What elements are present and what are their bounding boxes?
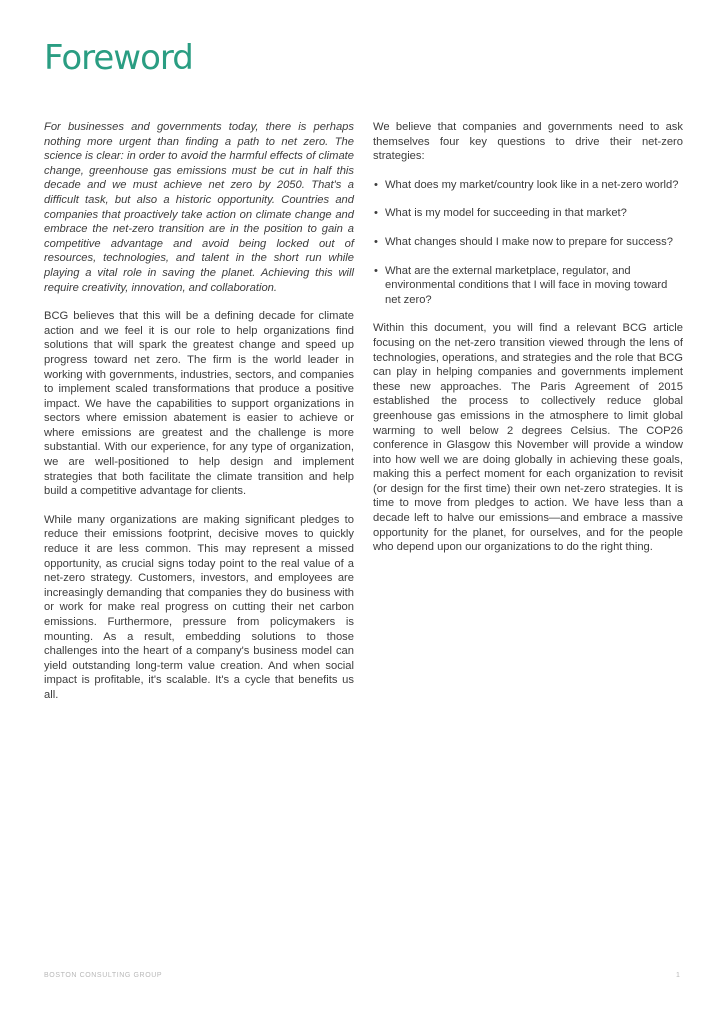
- key-questions-list: [373, 178, 683, 308]
- closing-paragraph: Within this document, you will find a relevant BCG article focusing on the net-zero transition viewed through the lens of technologies, operations, and strategies and the role that BCG can play in helping companies and governments implement these new approaches. The Paris Agreement of 2015 established the process to collectively reduce global greenhouse gas emissions in the atmosphere to limit global warming to well below 2 degrees Celsius. The COP26 conference in Glasgow this November will provide a window into how well we are doing globally in achieving these goals, making this a perfect moment for each organization to revisit (or design for the first time) their own net-zero strategies. It is time to move from pledges to action. We have less than a decade left to halve our emissions—and embrace a massive opportunity for the planet, for ourselves, and for the people who depend upon our organizations to do the right thing.: [373, 322, 683, 554]
- left-column: [44, 120, 354, 717]
- bullet-icon: •: [374, 178, 378, 191]
- lead-paragraph: For businesses and governments today, there is perhaps nothing more urgent than finding a path to net zero. The science is clear: in order to avoid the harmful effects of climate change, greenhouse gas emissions must be cut in half this decade and we must achieve net zero by 2050. That's a difficult task, but also a historic opportunity. Countries and companies that proactively take action on climate change and embrace the net-zero transition are in the position to gain a competitive advantage and avoid being locked out of resources, technologies, and talent in the short run while playing a vital role in saving the planet. Achieving this will require creativity, innovation, and collaboration.: [44, 121, 354, 294]
- question-text: What changes should I make now to prepare for success?: [385, 235, 673, 248]
- page-title: Foreword: [44, 38, 193, 78]
- question-text: What does my market/country look like in a net-zero world?: [385, 178, 679, 191]
- list-item: [373, 178, 683, 193]
- question-text: What is my model for succeeding in that market?: [385, 207, 627, 220]
- questions-intro: We believe that companies and governments need to ask themselves four key questions to drive their net-zero strategies:: [373, 121, 683, 163]
- footer-publisher: BOSTON CONSULTING GROUP: [44, 972, 163, 979]
- right-column: [373, 120, 683, 569]
- bullet-icon: •: [374, 235, 378, 248]
- bullet-icon: •: [374, 264, 378, 277]
- list-item: [373, 206, 683, 221]
- body-paragraph-pledges: While many organizations are making significant pledges to reduce their emissions footprint, decisive moves to quickly reduce it are less common. This may represent a missed opportunity, as crucial signs today point to the real value of a net-zero strategy. Customers, investors, and employees are increasingly demanding that companies they do business with or work for make real progress on cutting their net carbon emissions. Furthermore, pressure from policymakers is mounting. As a result, embedding solutions to those challenges into the heart of a company's business model can yield outstanding long-term value creation. And when social impact is profitable, it's scalable. It's a cycle that benefits us all.: [44, 513, 354, 701]
- list-item: [373, 235, 683, 250]
- body-paragraph-bcg-role: BCG believes that this will be a defining decade for climate action and we feel it is our role to help organizations find solutions that will spark the greatest change and speed up progress toward net zero. The firm is the world leader in working with governments, industries, sectors, and companies to implement scaled transformations that produce a positive impact. We have the capabilities to support organizations in sectors where emission abatement is easier to achieve or where emissions are greatest and the challenge is more substantial. With our experience, for any type of organization, we are well-positioned to help design and implement strategies that both facilitate the climate transition and help build a competitive advantage for clients.: [44, 310, 354, 498]
- list-item: [373, 264, 683, 308]
- page-number: 1: [676, 972, 680, 979]
- question-text: What are the external marketplace, regulator, and environmental conditions that I will face in moving toward net zero?: [385, 264, 668, 306]
- bullet-icon: •: [374, 207, 378, 220]
